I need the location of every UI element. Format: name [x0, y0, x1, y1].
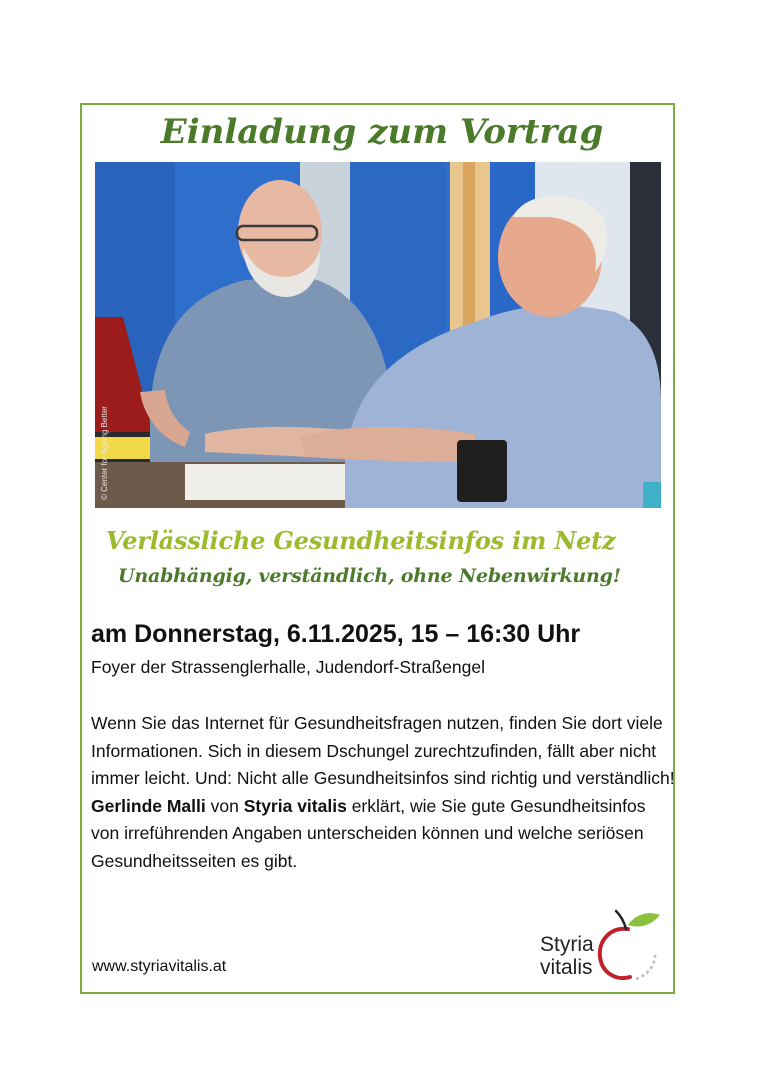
page-title: Einladung zum Vortrag	[160, 112, 604, 152]
subtitle-main: Verlässliche Gesundheitsinfos im Netz	[106, 526, 616, 555]
subtitle-tagline: Unabhängig, verständlich, ohne Nebenwirkung!	[118, 565, 621, 587]
photo-credit: © Center for Ageing Better	[100, 406, 109, 500]
event-venue: Foyer der Strassenglerhalle, Judendorf-Straßengel	[91, 657, 485, 677]
logo-line2: vitalis	[540, 956, 593, 979]
speaker-paragraph	[91, 793, 676, 876]
text-von: von	[205, 795, 244, 816]
event-date: am Donnerstag, 6.11.2025, 15 – 16:30 Uhr	[91, 620, 581, 648]
website-link[interactable]: www.styriavitalis.at	[92, 958, 227, 975]
logo-line1: Styria	[540, 933, 594, 956]
speaker-text: erklärt, wie Sie gute Gesundheitsinfos von irreführenden Angaben unterscheiden können und welche seriösen Gesundheitsseiten es gibt.	[91, 795, 646, 871]
description-paragraph: Wenn Sie das Internet für Gesundheitsfragen nutzen, finden Sie dort viele Informationen. Sich in diesem Dschungel zurechtzufinden, fällt aber nicht immer leicht. Und: Nicht alle Gesundheitsinfos sind richtig und verständlich!	[91, 713, 675, 788]
event-photo	[95, 162, 661, 508]
speaker-name: Gerlinde Malli	[91, 795, 206, 816]
org-name: Styria vitalis	[243, 795, 347, 816]
styria-vitalis-logo	[536, 907, 664, 982]
event-description	[91, 710, 676, 875]
